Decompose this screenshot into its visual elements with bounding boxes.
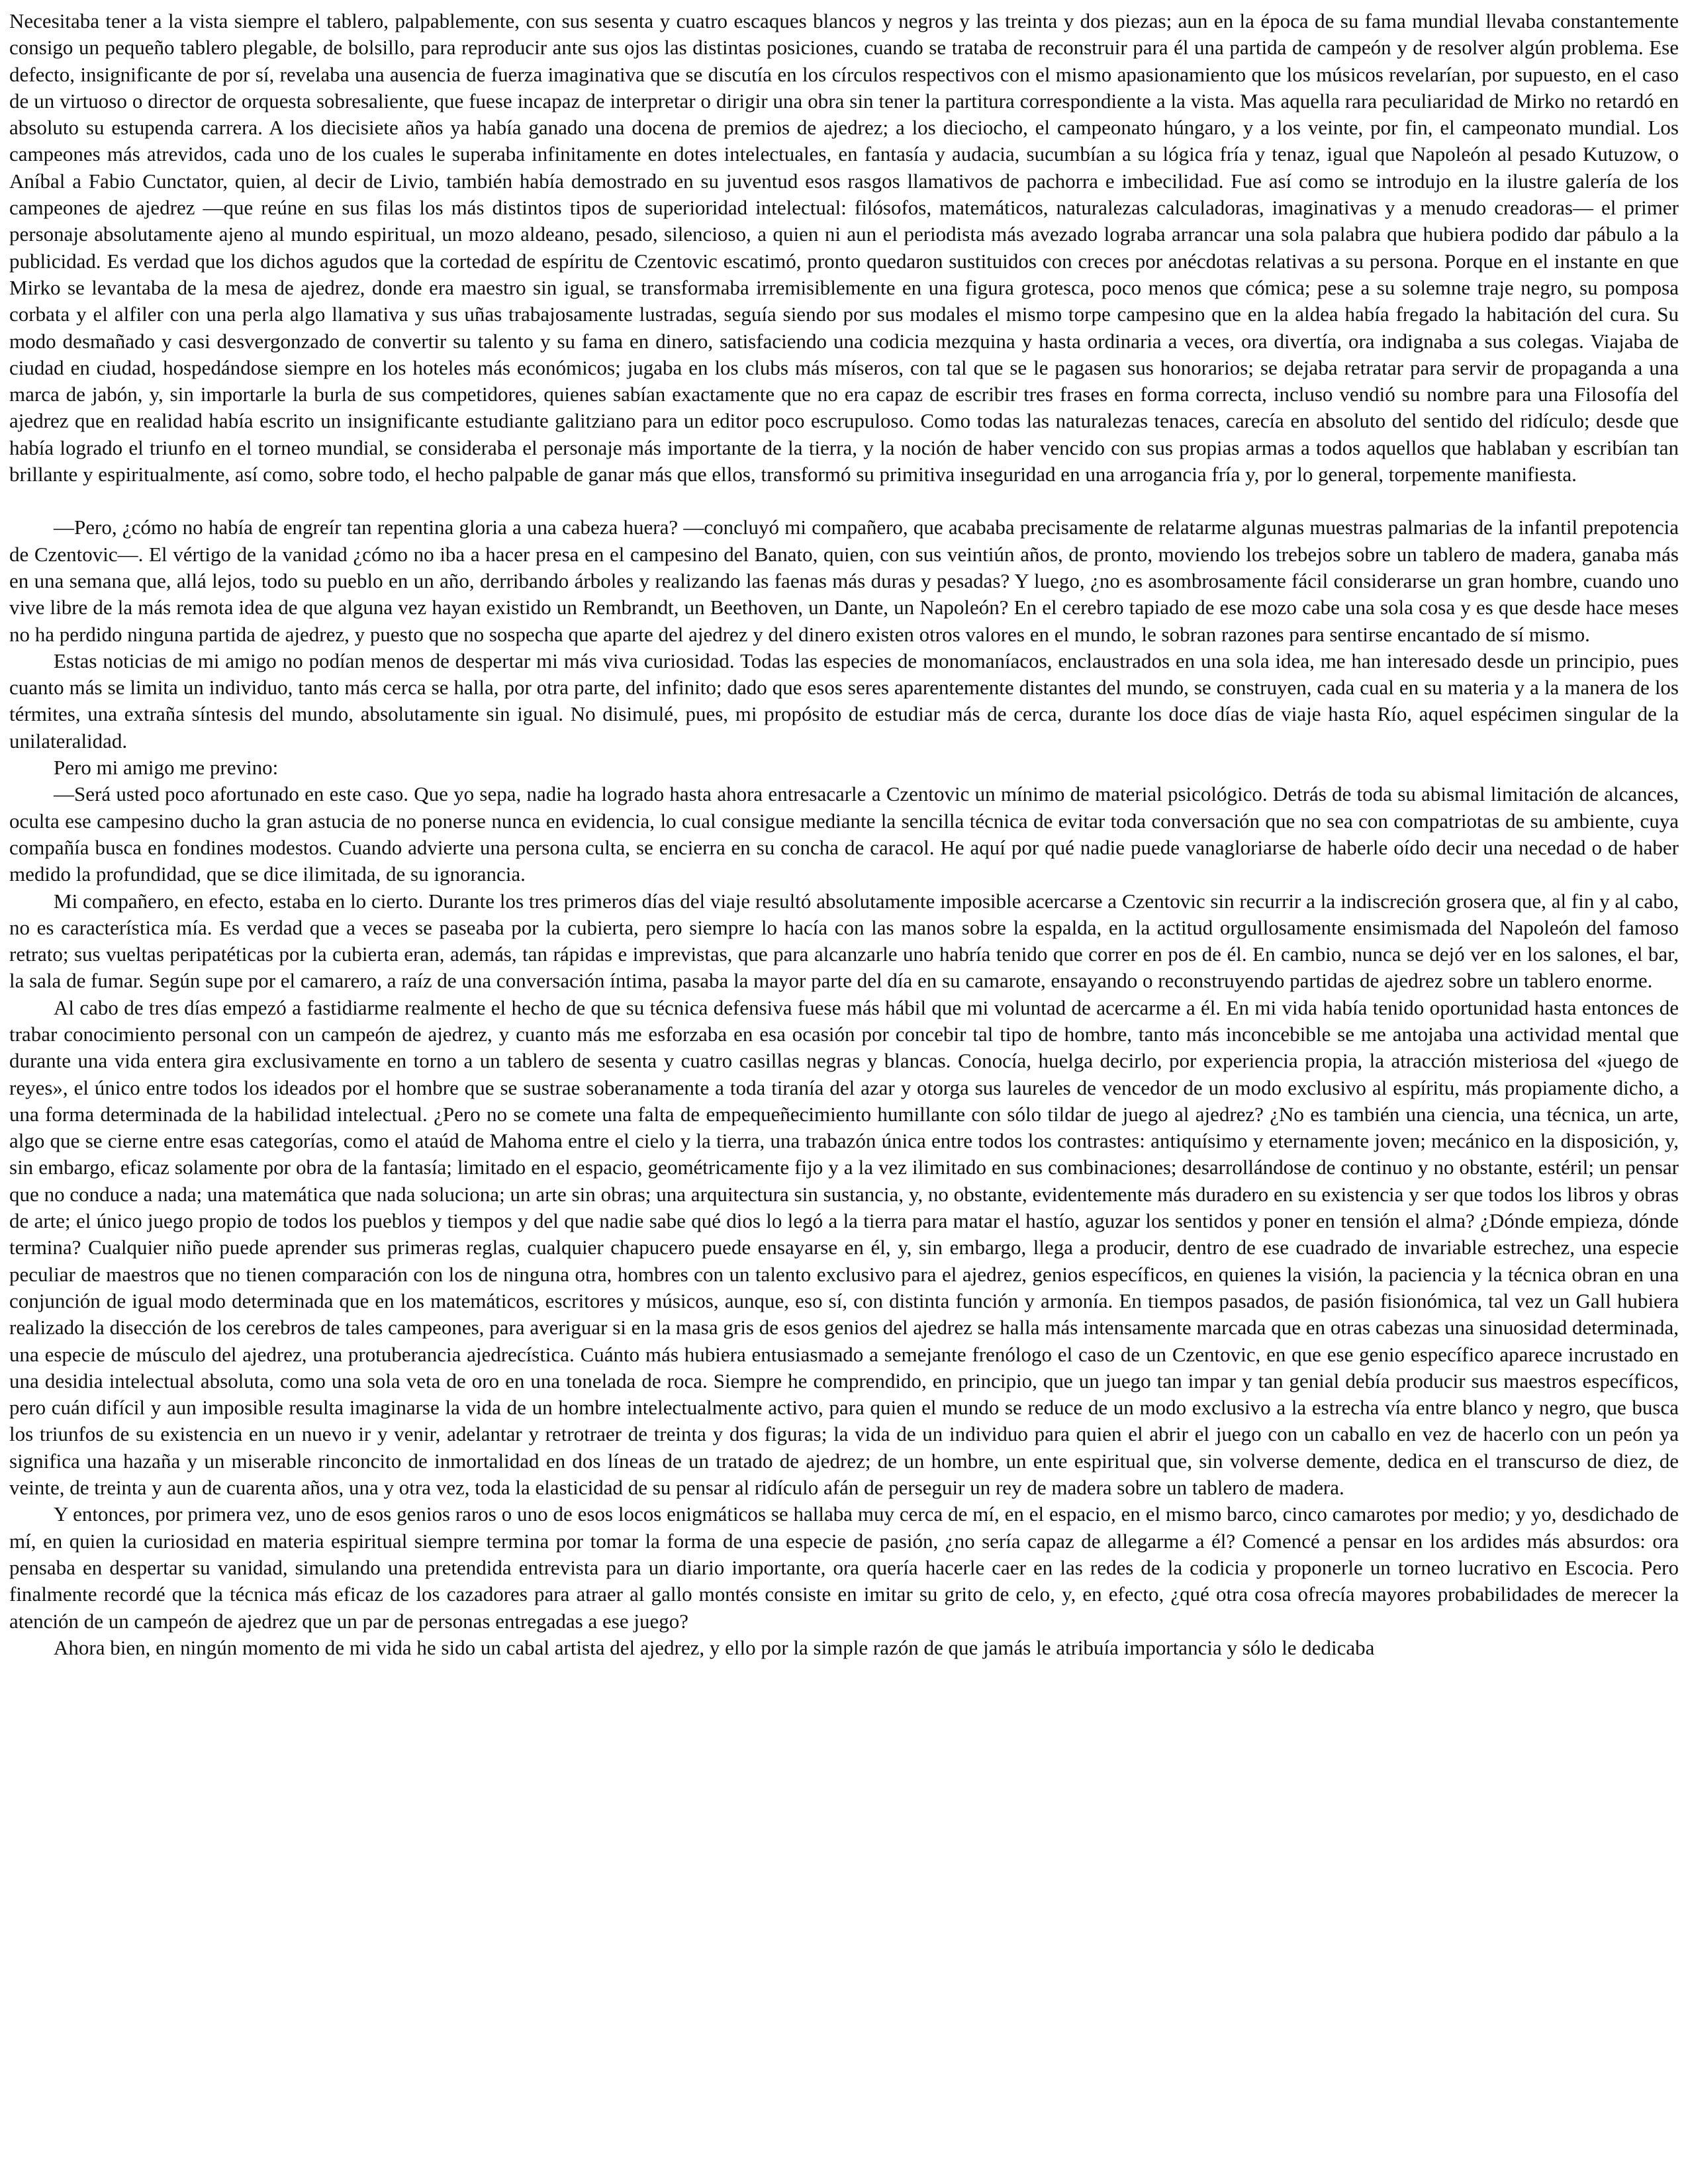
document-page	[9, 8, 1679, 1661]
paragraph-3: Estas noticias de mi amigo no podían menos de despertar mi más viva curiosidad. Todas las especies de monomaníacos, enclaustrados en una sola idea, me han interesado desde un principio, pues cuanto más se limita un individuo, tanto más cerca se halla, por otra parte, del infinito; dado que esos seres aparentemente distantes del mundo, se construyen, cada cual en su materia y a la manera de los térmites, una extraña síntesis del mundo, absolutamente sin igual. No disimulé, pues, mi propósito de estudiar más de cerca, durante los doce días de viaje hasta Río, aquel espécimen singular de la unilateralidad.	[9, 649, 1679, 752]
paragraph-6: Mi compañero, en efecto, estaba en lo cierto. Durante los tres primeros días del viaje resultó absolutamente imposible acercarse a Czentovic sin recurrir a la indiscreción grosera que, al fin y al cabo, no es característica mía. Es verdad que a veces se paseaba por la cubierta, pero siempre lo hacía con las manos sobre la espalda, en la actitud orgullosamente ensimismada del Napoleón del famoso retrato; sus vueltas peripatéticas por la cubierta eran, además, tan rápidas e imprevistas, que para alcanzarle uno habría tenido que correr en pos de él. En cambio, nunca se dejó ver en los salones, el bar, la sala de fumar. Según supe por el camarero, a raíz de una conversación íntima, pasaba la mayor parte del día en su camarote, ensayando o reconstruyendo partidas de ajedrez sobre un tablero enorme.	[9, 889, 1679, 993]
paragraph-8: Y entonces, por primera vez, uno de esos genios raros o uno de esos locos enigmáticos se hallaba muy cerca de mí, en el espacio, en el mismo barco, cinco camarotes por medio; y yo, desdichado de mí, en quien la curiosidad en materia espiritual siempre termina por tomar la forma de una especie de pasión, ¿no sería capaz de allegarme a él? Comencé a pensar en los ardides más absurdos: ora pensaba en despertar su vanidad, simulando una pretendida entrevista para un diario importante, ora quería hacerle caer en las redes de la codicia y proponerle un torneo lucrativo en Escocia. Pero finalmente recordé que la técnica más eficaz de los cazadores para atraer al gallo montés consiste en imitar su grito de celo, y, en efecto, ¿qué otra cosa ofrecía mayores probabilidades de merecer la atención de un campeón de ajedrez que un par de personas entregadas a ese juego?	[9, 1502, 1679, 1633]
paragraph-4: Pero mi amigo me previno:	[54, 756, 279, 780]
paragraph-2: —Pero, ¿cómo no había de engreír tan repentina gloria a una cabeza huera? —concluyó mi compañero, que acababa precisamente de relatarme algunas muestras palmarias de la infantil prepotencia de Czentovic—. El vértigo de la vanidad ¿cómo no iba a hacer presa en el campesino del Banato, quien, con sus veintiún años, de pronto, moviendo los trebejos sobre un tablero de madera, ganaba más en una semana que, allá lejos, todo su pueblo en un año, derribando árboles y realizando las faenas más duras y pesadas? Y luego, ¿no es asombrosamente fácil considerarse un gran hombre, cuando uno vive libre de la más remota idea de que alguna vez hayan existido un Rembrandt, un Beethoven, un Dante, un Napoleón? En el cerebro tapiado de ese mozo cabe una sola cosa y es que desde hace meses no ha perdido ninguna partida de ajedrez, y puesto que no sospecha que aparte del ajedrez y del dinero existen otros valores en el mundo, le sobran razones para sentirse encantado de sí mismo.	[9, 516, 1679, 646]
paragraph-1: Necesitaba tener a la vista siempre el tablero, palpablemente, con sus sesenta y cuatro escaques blancos y negros y las treinta y dos piezas; aun en la época de su fama mundial llevaba constantemente consigo un pequeño tablero plegable, de bolsillo, para reproducir ante sus ojos las distintas posiciones, cuando se trataba de reconstruir para él una partida de campeón y de resolver algún problema. Ese defecto, insignificante de por sí, revelaba una ausencia de fuerza imaginativa que se discutía en los círculos respectivos con el mismo apasionamiento que los músicos revelarían, por supuesto, en el caso de un virtuoso o director de orquesta sobresaliente, que fuese incapaz de interpretar o dirigir una obra sin tener la partitura correspondiente a la vista. Mas aquella rara peculiaridad de Mirko no retardó en absoluto su estupenda carrera. A los diecisiete años ya había ganado una docena de premios de ajedrez; a los dieciocho, el campeonato húngaro, y a los veinte, por fin, el campeonato mundial. Los campeones más atrevidos, cada uno de los cuales le superaba infinitamente en dotes intelectuales, en fantasía y audacia, sucumbían a su lógica fría y tenaz, igual que Napoleón al pesado Kutuzow, o Aníbal a Fabio Cunctator, quien, al decir de Livio, también había demostrado en su juventud esos rasgos llamativos de pachorra e imbecilidad. Fue así como se introdujo en la ilustre galería de los campeones de ajedrez —que reúne en sus filas los más distintos tipos de superioridad intelectual: filósofos, matemáticos, naturalezas calculadoras, imaginativas y a menudo creadoras— el primer personaje absolutamente ajeno al mundo espiritual, un mozo aldeano, pesado, silencioso, a quien ni aun el periodista más avezado lograba arrancar una sola palabra que hubiera podido dar pábulo a la publicidad. Es verdad que los dichos agudos que la cortedad de espíritu de Czentovic escatimó, pronto quedaron sustituidos con creces por anécdotas relativas a su persona. Porque en el instante en que Mirko se levantaba de la mesa de ajedrez, donde era maestro sin igual, se transformaba irremisiblemente en una figura grotesca, poco menos que cómica; pese a su solemne traje negro, su pomposa corbata y el alfiler con una perla algo llamativa y sus uñas trabajosamente lustradas, seguía siendo por sus modales el mismo torpe campesino que en la aldea había fregado la habitación del cura. Su modo desmañado y casi desvergonzado de convertir su talento y su fama en dinero, satisfaciendo una codicia mezquina y hasta ordinaria a veces, ora divertía, ora indignaba a sus colegas. Viajaba de ciudad en ciudad, hospedándose siempre en los hoteles más económicos; jugaba en los clubs más míseros, con tal que se le pagasen sus honorarios; se dejaba retratar para servir de propaganda a una marca de jabón, y, sin importarle la burla de sus competidores, quienes sabían exactamente que no era capaz de escribir tres frases en forma correcta, incluso vendió su nombre para una Filosofía del ajedrez que en realidad había escrito un insignificante estudiante galitziano para un editor poco escrupuloso. Como todas las naturalezas tenaces, carecía en absoluto del sentido del ridículo; desde que había logrado el triunfo en el torneo mundial, se consideraba el personaje más importante de la tierra, y la noción de haber vencido con sus propias armas a todos aquellos que hablaban y escribían tan brillante y espiritualmente, así como, sobre todo, el hecho palpable de ganar más que ellos, transformó su primitiva inseguridad en una arrogancia fría y, por lo general, torpemente manifiesta.	[9, 9, 1679, 486]
paragraph-7: Al cabo de tres días empezó a fastidiarme realmente el hecho de que su técnica defensiva fuese más hábil que mi voluntad de acercarme a él. En mi vida había tenido oportunidad hasta entonces de trabar conocimiento personal con un campeón de ajedrez, y cuanto más me esforzaba en esa ocasión por concebir tal tipo de hombre, tanto más inconcebible se me antojaba una actividad mental que durante una vida entera gira exclusivamente en torno a un tablero de sesenta y cuatro casillas negras y blancas. Conocía, huelga decirlo, por experiencia propia, la atracción misteriosa del «juego de reyes», el único entre todos los ideados por el hombre que se sustrae soberanamente a toda tiranía del azar y otorga sus laureles de vencedor de un modo exclusivo al espíritu, más propiamente dicho, a una forma determinada de la habilidad intelectual. ¿Pero no se comete una falta de empequeñecimiento humillante con sólo tildar de juego al ajedrez? ¿No es también una ciencia, una técnica, un arte, algo que se cierne entre esas categorías, como el ataúd de Mahoma entre el cielo y la tierra, una trabazón única entre todos los contrastes: antiquísimo y eternamente joven; mecánico en la disposición, y, sin embargo, eficaz solamente por obra de la fantasía; limitado en el espacio, geométricamente fijo y a la vez ilimitado en sus combinaciones; desarrollándose de continuo y no obstante, estéril; un pensar que no conduce a nada; una matemática que nada soluciona; un arte sin obras; una arquitectura sin sustancia, y, no obstante, evidentemente más duradero en su existencia y ser que todos los libros y obras de arte; el único juego propio de todos los pueblos y tiempos y del que nadie sabe qué dios lo legó a la tierra para matar el hastío, aguzar los sentidos y poner en tensión el alma? ¿Dónde empieza, dónde termina? Cualquier niño puede aprender sus primeras reglas, cualquier chapucero puede ensayarse en él, y, sin embargo, llega a producir, dentro de ese cuadrado de invariable estrechez, una especie peculiar de maestros que no tienen comparación con los de ninguna otra, hombres con un talento exclusivo para el ajedrez, genios específicos, en quienes la visión, la paciencia y la técnica obran en una conjunción de igual modo determinada que en los matemáticos, escritores y músicos, aunque, eso sí, con distinta función y armonía. En tiempos pasados, de pasión fisionómica, tal vez un Gall hubiera realizado la disección de los cerebros de tales campeones, para averiguar si en la masa gris de esos genios del ajedrez se halla más intensamente marcada que en otras cabezas una sinuosidad determinada, una especie de músculo del ajedrez, una protuberancia ajedrecística. Cuánto más hubiera entusiasmado a semejante frenólogo el caso de un Czentovic, en que ese genio específico aparece incrustado en una desidia intelectual absoluta, como una sola veta de oro en una tonelada de roca. Siempre he comprendido, en principio, que un juego tan impar y tan genial debía producir sus maestros específicos, pero cuán difícil y aun imposible resulta imaginarse la vida de un hombre intelectualmente activo, para quien el mundo se reduce de un modo exclusivo a la estrecha vía entre blanco y negro, que busca los triunfos de su existencia en un nuevo ir y venir, adelantar y retrotraer de treinta y dos figuras; la vida de un individuo para quien el abrir el juego con un caballo en vez de hacerlo con un peón ya significa una hazaña y un miserable rinconcito de inmortalidad en dos líneas de un tratado de ajedrez; de un hombre, un ente espiritual que, sin volverse demente, dedica en el transcurso de diez, de veinte, de treinta y aun de cuarenta años, una y otra vez, toda la elasticidad de su pensar al ridículo afán de perseguir un rey de madera sobre un tablero de madera.	[9, 995, 1679, 1500]
paragraph-9: Ahora bien, en ningún momento de mi vida he sido un cabal artista del ajedrez, y ello por la simple razón de que jamás le atribuía importancia y sólo le dedicaba	[54, 1635, 1375, 1659]
paragraph-5: —Será usted poco afortunado en este caso. Que yo sepa, nadie ha logrado hasta ahora entresacarle a Czentovic un mínimo de material psicológico. Detrás de toda su abismal limitación de alcances, oculta ese campesino ducho la gran astucia de no ponerse nunca en evidencia, lo cual consigue mediante la sencilla técnica de evitar toda conversación que no sea con compatriotas de su ambiente, cuya compañía busca en fondines modestos. Cuando advierte una persona culta, se encierra en su concha de caracol. He aquí por qué nadie puede vanagloriarse de haberle oído decir una necedad o de haber medido la profundidad, que se dice ilimitada, de su ignorancia.	[9, 782, 1679, 886]
